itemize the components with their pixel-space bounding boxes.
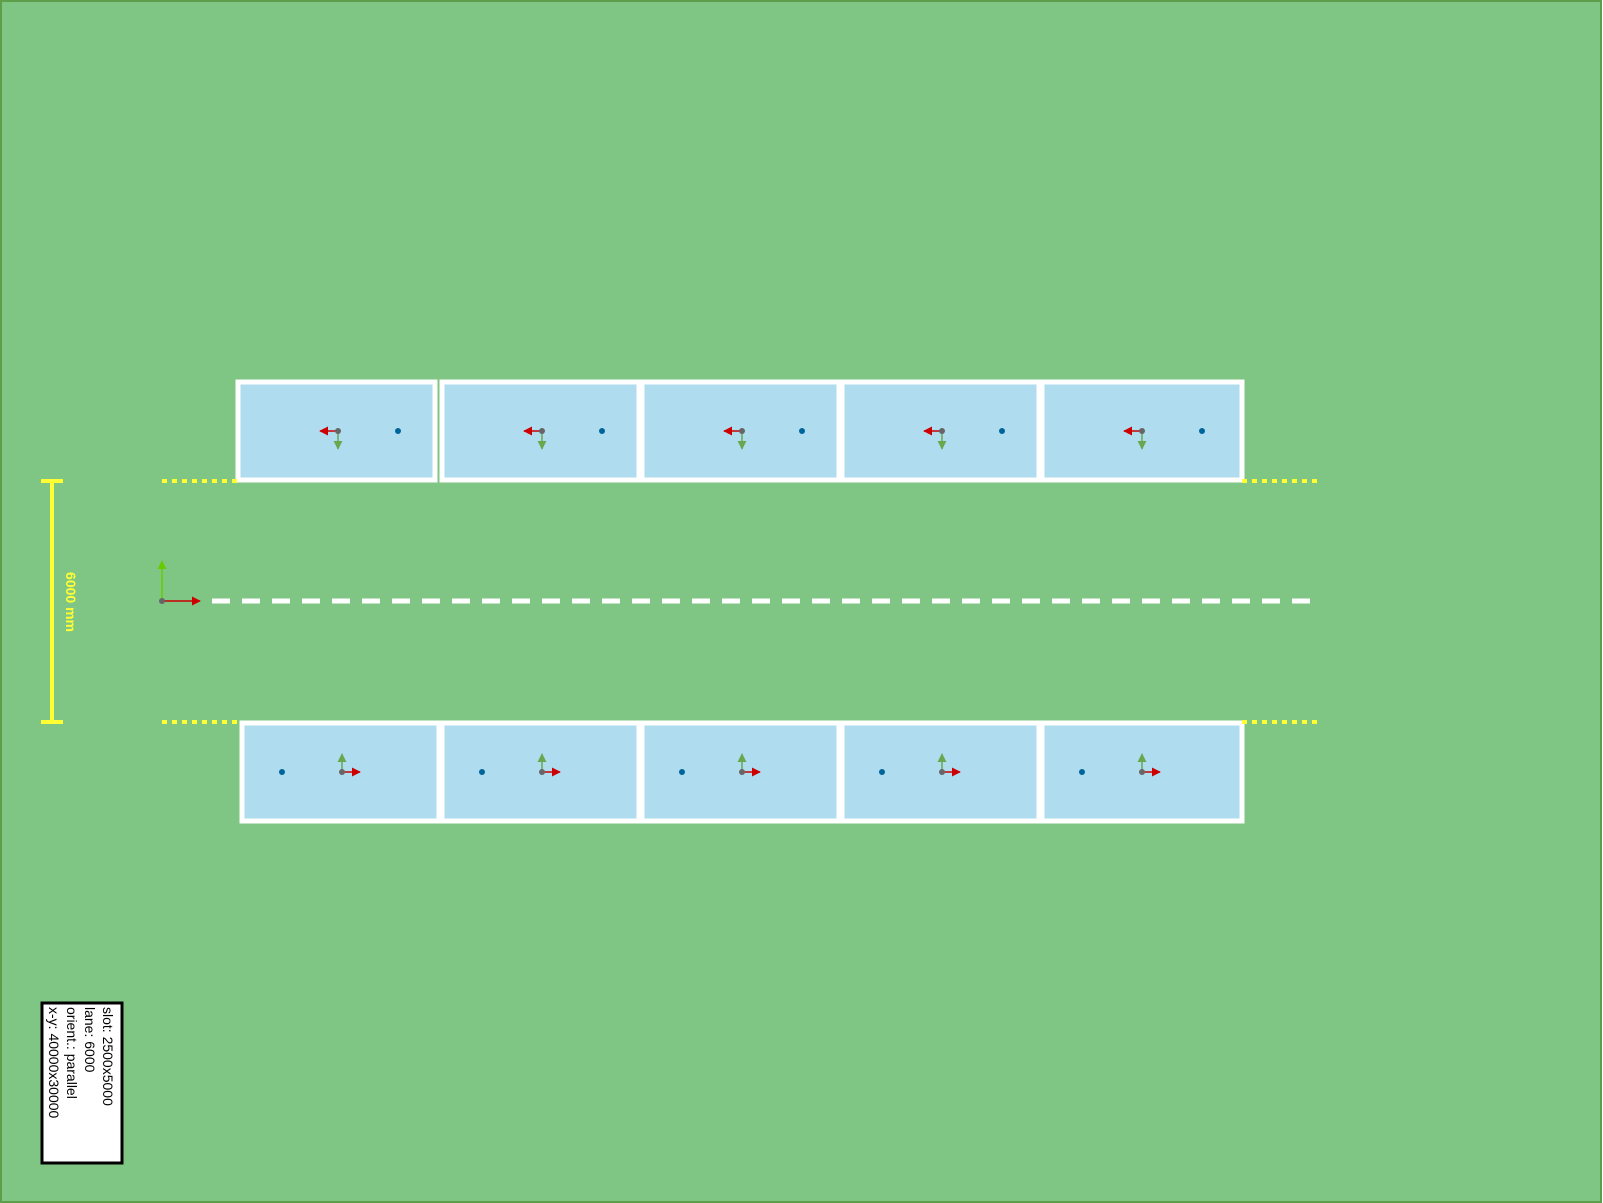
slot-origin-dot (539, 769, 545, 775)
slot-origin-dot (1139, 769, 1145, 775)
slot-origin-dot (339, 769, 345, 775)
slot-target-dot (999, 428, 1005, 434)
slot-target-dot (279, 769, 285, 775)
legend-line-4: x-y: 40000x30000 (46, 1007, 62, 1119)
slot-origin-dot (939, 769, 945, 775)
origin-dot (159, 598, 165, 604)
slot-origin-dot (539, 428, 545, 434)
slot-target-dot (799, 428, 805, 434)
slot-target-dot (395, 428, 401, 434)
slot-origin-dot (939, 428, 945, 434)
slot-target-dot (1079, 769, 1085, 775)
slot-target-dot (679, 769, 685, 775)
legend-line-3: orient.: parallel (64, 1007, 80, 1099)
dimension-label: 6000 mm (63, 572, 79, 632)
slot-target-dot (1199, 428, 1205, 434)
slot-origin-dot (739, 769, 745, 775)
slot-origin-dot (335, 428, 341, 434)
slot-origin-dot (1139, 428, 1145, 434)
ground-area (1, 1, 1601, 1202)
slot-origin-dot (739, 428, 745, 434)
legend-line-2: lane: 6000 (82, 1007, 98, 1073)
slot-target-dot (599, 428, 605, 434)
slot-target-dot (879, 769, 885, 775)
slot-target-dot (479, 769, 485, 775)
legend-line-1: slot: 2500x5000 (100, 1007, 116, 1106)
